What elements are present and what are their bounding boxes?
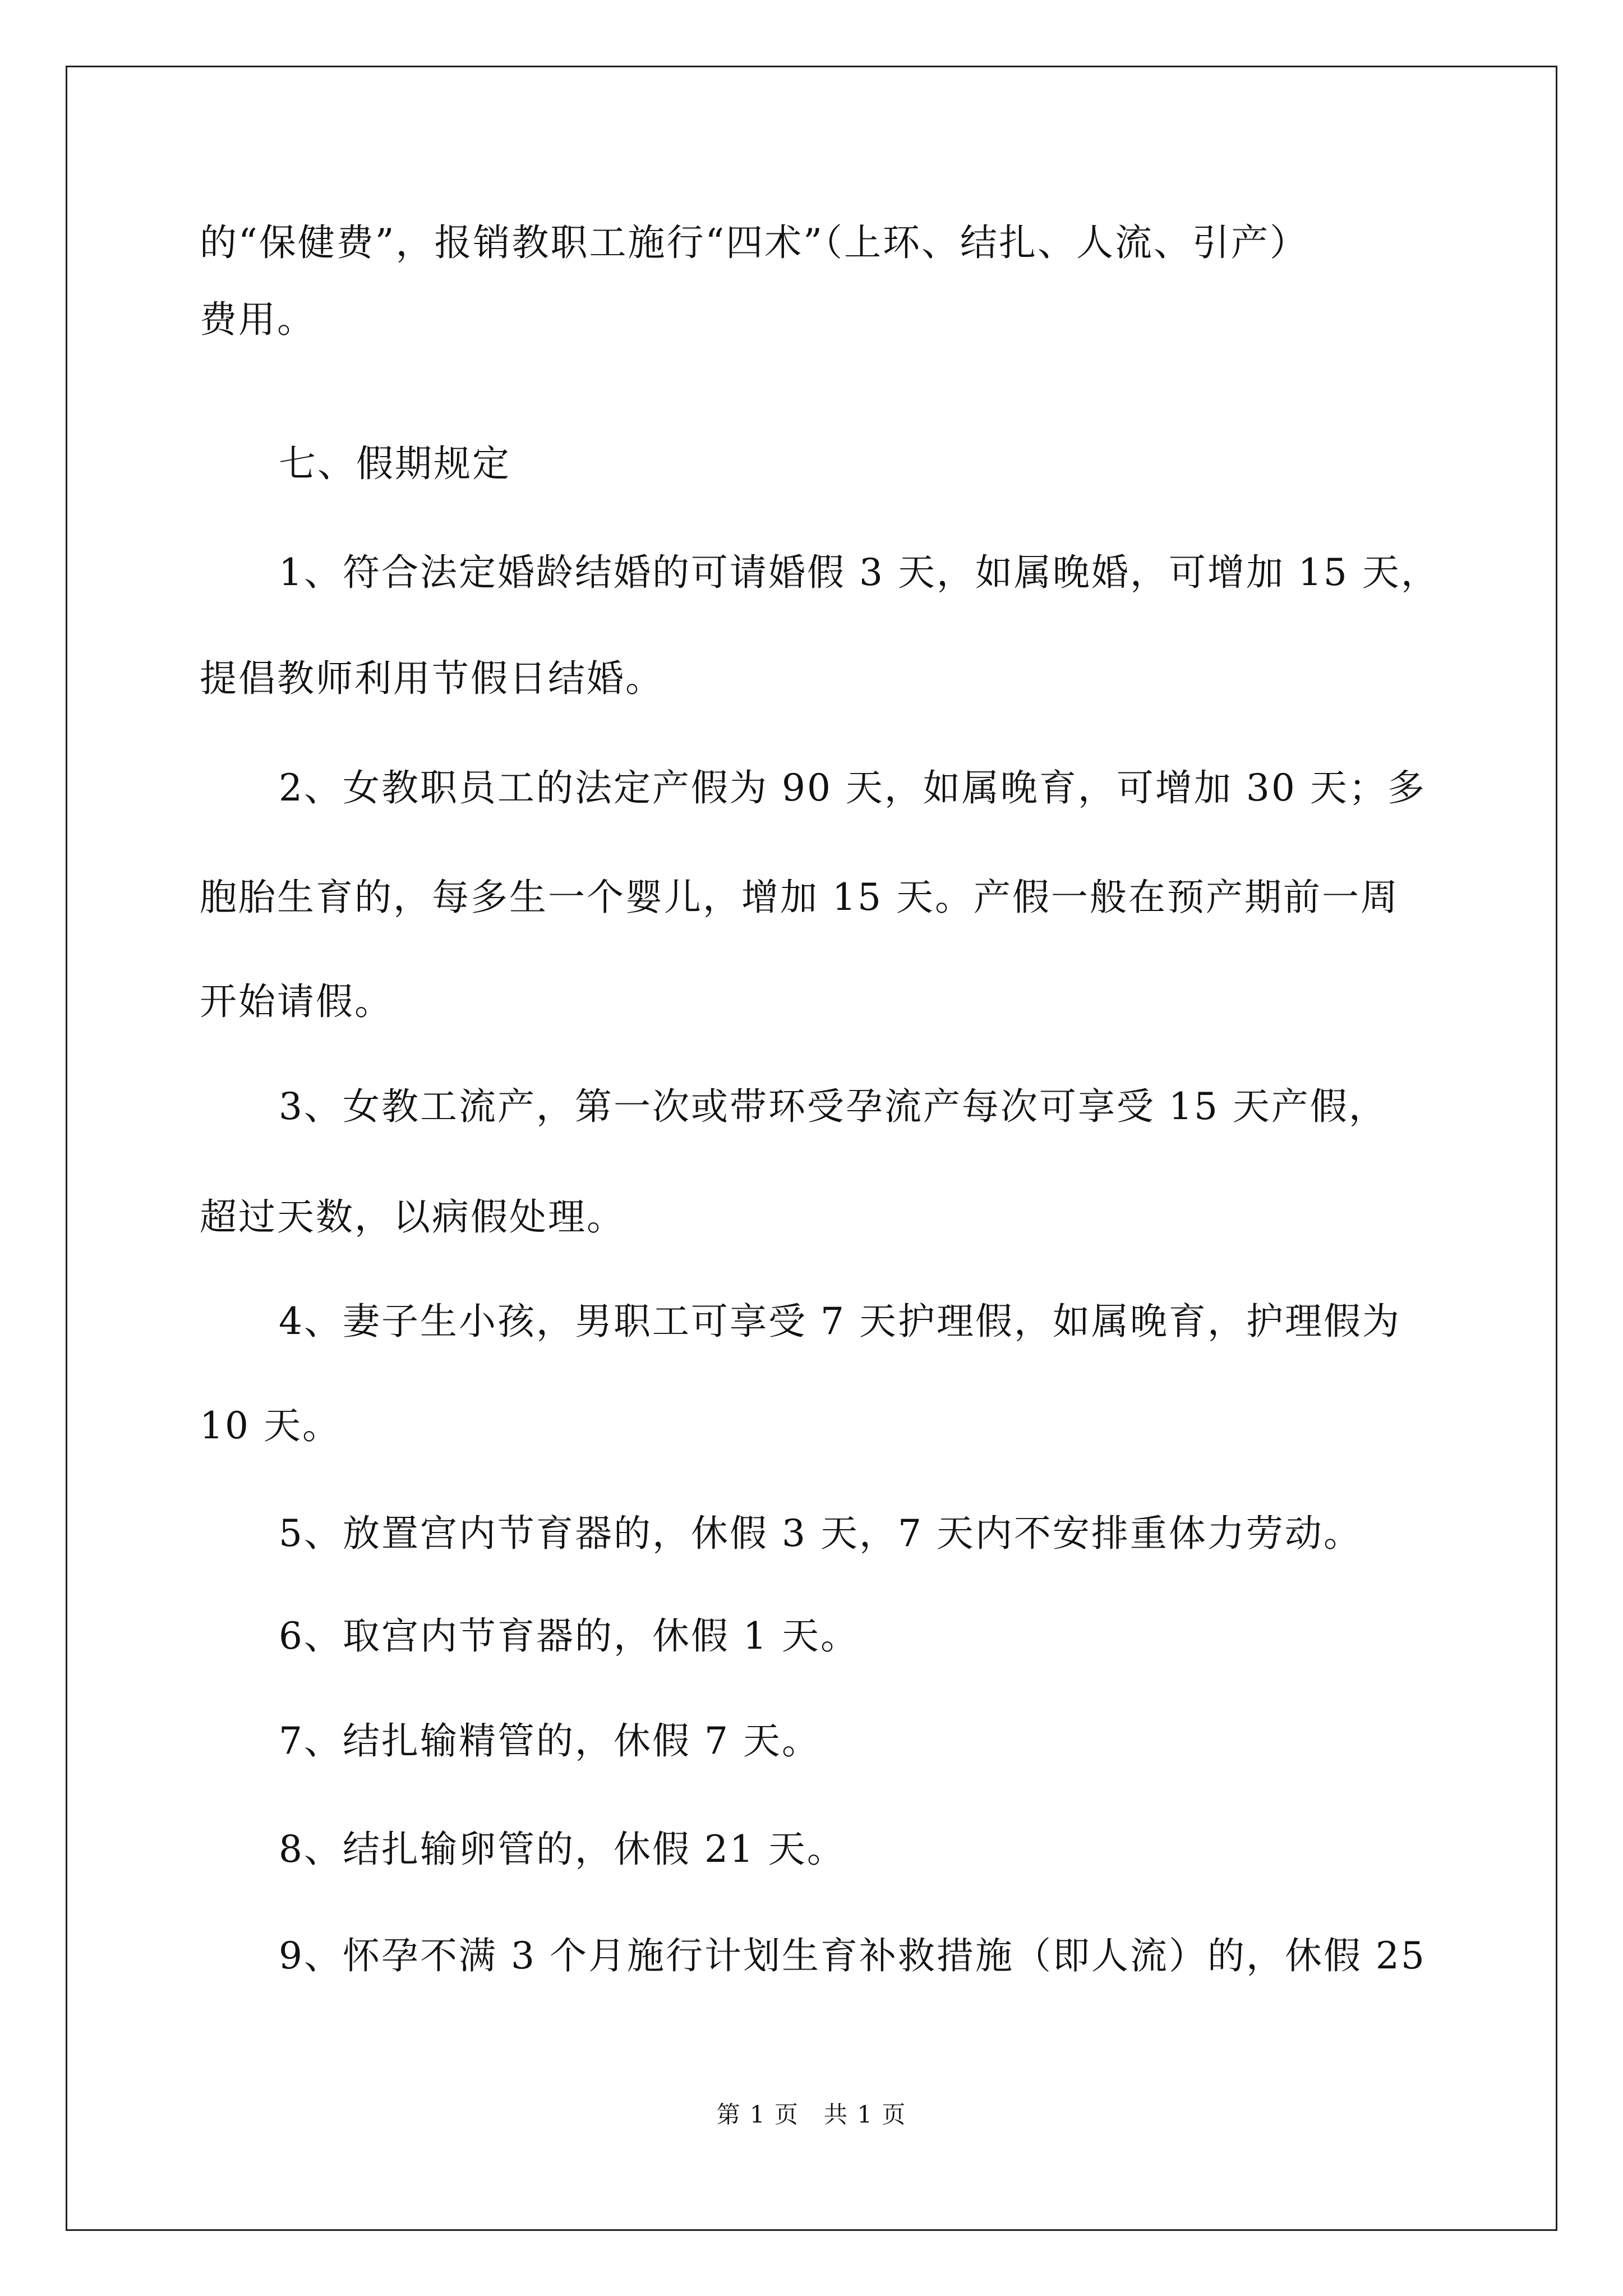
text-line-10: 超过天数，以病假处理。 <box>200 1195 625 1239</box>
text-line-17: 9、怀孕不满 3 个月施行计划生育补救措施（即人流）的，休假 25 <box>279 1934 1426 1977</box>
text-line-6: 2、女教职员工的法定产假为 90 天，如属晚育，可增加 30 天；多 <box>279 766 1426 809</box>
text-line-16: 8、结扎输卵管的，休假 21 天。 <box>279 1828 846 1871</box>
text-line-8: 开始请假。 <box>200 980 393 1023</box>
text-line-1: 的“保健费”，报销教职工施行“四术”（上环、结扎、人流、引产） <box>200 221 1308 264</box>
text-line-4: 1、符合法定婚龄结婚的可请婚假 3 天，如属晚婚，可增加 15 天， <box>279 551 1440 594</box>
section-heading: 七、假期规定 <box>279 442 511 485</box>
text-line-15: 7、结扎输精管的，休假 7 天。 <box>279 1719 820 1763</box>
text-line-2: 费用。 <box>200 298 316 341</box>
page-number-footer: 第 1 页 共 1 页 <box>716 2101 907 2128</box>
text-line-9: 3、女教工流产，第一次或带环受孕流产每次可享受 15 天产假， <box>279 1085 1387 1128</box>
text-line-13: 5、放置宫内节育器的，休假 3 天，7 天内不安排重体力劳动。 <box>279 1512 1362 1555</box>
text-line-11: 4、妻子生小孩，男职工可享受 7 天护理假，如属晚育，护理假为 <box>279 1300 1401 1343</box>
text-line-12: 10 天。 <box>200 1404 341 1447</box>
page-border <box>66 66 1557 2231</box>
text-line-14: 6、取宫内节育器的，休假 1 天。 <box>279 1614 859 1658</box>
text-line-5: 提倡教师利用节假日结婚。 <box>200 657 664 700</box>
text-line-7: 胞胎生育的，每多生一个婴儿，增加 15 天。产假一般在预产期前一周 <box>200 876 1399 919</box>
